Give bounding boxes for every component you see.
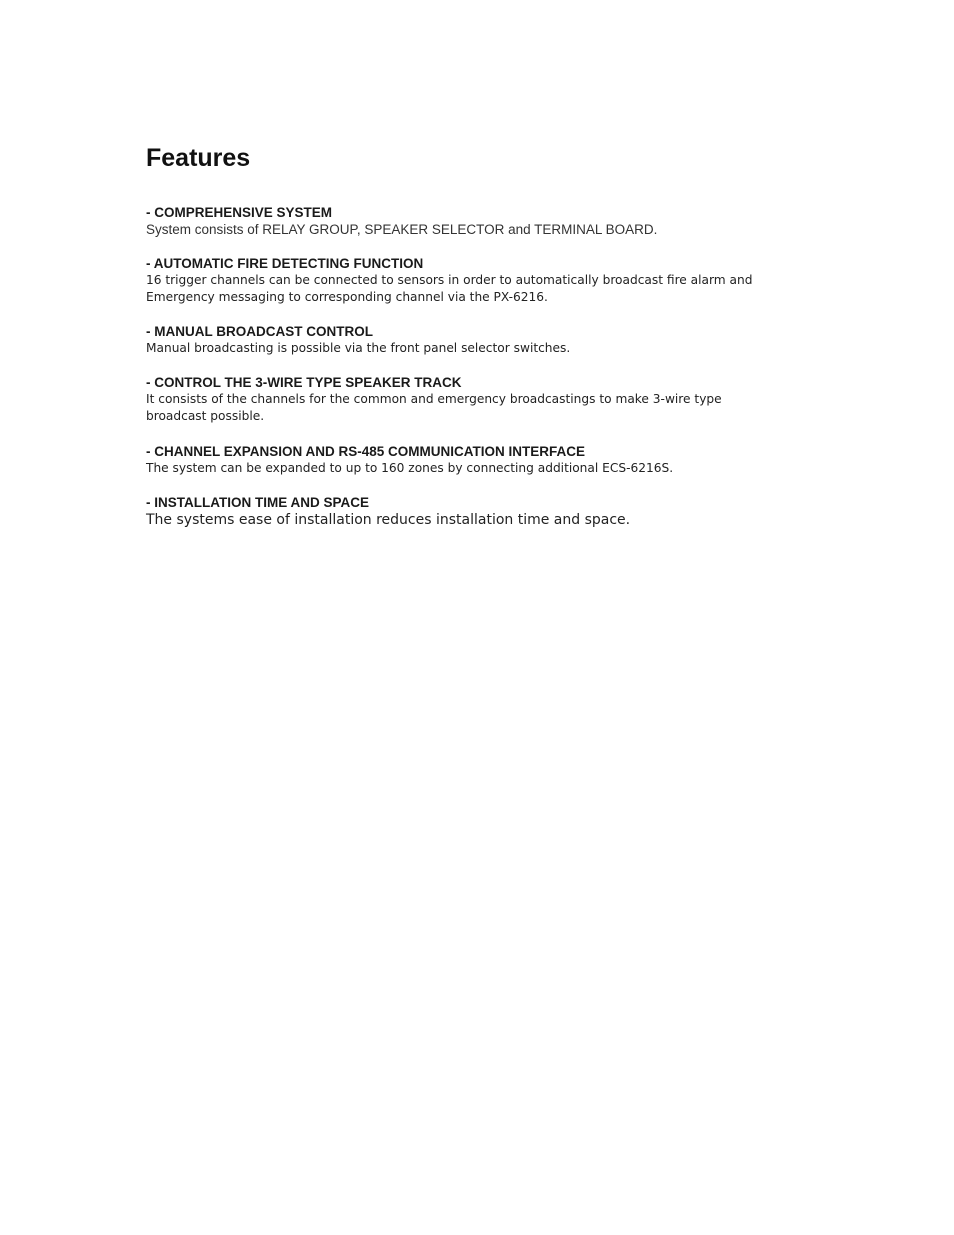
feature-description <box>146 272 826 306</box>
feature-heading: - COMPREHENSIVE SYSTEM <box>146 205 333 220</box>
feature-comprehensive-system <box>146 204 826 238</box>
feature-description <box>146 221 826 238</box>
feature-installation-time-space <box>146 494 826 530</box>
feature-heading: - CONTROL THE 3-WIRE TYPE SPEAKER TRACK <box>146 375 462 390</box>
description-line: 16 trigger channels can be connected to sensors in order to automatically broadcast fire alarm and <box>146 273 753 287</box>
description-line: The system can be expanded to up to 160 zones by connecting additional ECS-6216S. <box>146 461 674 475</box>
feature-3-wire-speaker-track <box>146 374 826 425</box>
description-line: It consists of the channels for the common and emergency broadcastings to make 3-wire type <box>146 392 722 406</box>
description-line: The systems ease of installation reduces installation time and space. <box>146 512 631 528</box>
description-line: Emergency messaging to corresponding channel via the PX-6216. <box>146 290 548 304</box>
description-line: System consists of RELAY GROUP, SPEAKER SELECTOR and TERMINAL BOARD. <box>146 222 658 237</box>
description-line: broadcast possible. <box>146 409 265 423</box>
page-title: Features <box>146 144 251 172</box>
feature-channel-expansion <box>146 443 826 477</box>
feature-description <box>146 511 826 530</box>
feature-heading: - AUTOMATIC FIRE DETECTING FUNCTION <box>146 256 424 271</box>
feature-manual-broadcast-control <box>146 323 826 357</box>
feature-heading: - INSTALLATION TIME AND SPACE <box>146 495 369 510</box>
feature-automatic-fire-detecting <box>146 255 826 306</box>
feature-description <box>146 391 826 425</box>
feature-heading: - CHANNEL EXPANSION AND RS-485 COMMUNICATION INTERFACE <box>146 444 586 459</box>
feature-heading: - MANUAL BROADCAST CONTROL <box>146 324 373 339</box>
feature-description <box>146 340 826 357</box>
description-line: Manual broadcasting is possible via the front panel selector switches. <box>146 341 571 355</box>
feature-description <box>146 460 826 477</box>
